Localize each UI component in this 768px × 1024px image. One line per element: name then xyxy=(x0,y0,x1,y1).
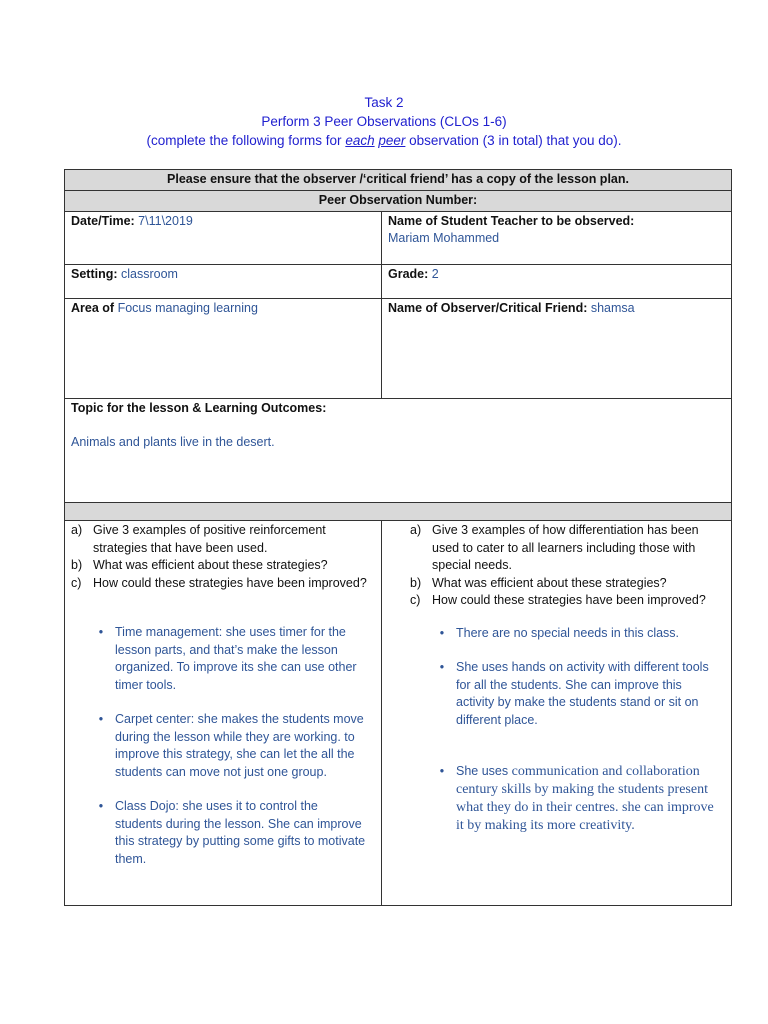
right-question-c: c) How could these strategies have been improved? xyxy=(410,593,706,607)
setting-value: classroom xyxy=(121,267,178,281)
right-answers xyxy=(388,625,725,836)
area-of-focus-value: Focus managing learning xyxy=(117,301,258,315)
right-answer-3: • She uses communication and collaboration century skills by making the students present what they do in their centres. she can improve it by making its more creativity. xyxy=(428,763,719,835)
area-of-focus-label: Area of xyxy=(71,301,115,315)
student-teacher-cell xyxy=(382,212,732,265)
setting-cell xyxy=(65,265,382,299)
left-answer-3: • Class Dojo: she uses it to control the students during the lesson. She can improve this strategy by putting some gifts to motivate them. xyxy=(87,798,367,868)
left-question-b: b) What was efficient about these strategies? xyxy=(71,558,328,572)
left-answer-2: • Carpet center: she makes the students move during the lesson while they are working. to improve this strategy, she can let the all the students can move not just one group. xyxy=(87,711,367,781)
observation-form xyxy=(64,169,732,906)
student-teacher-label: Name of Student Teacher to be observed: xyxy=(388,214,635,228)
separator-row xyxy=(65,503,732,521)
differentiation-cell xyxy=(382,521,732,906)
topic-value: Animals and plants live in the desert. xyxy=(71,435,275,449)
date-time-label: Date/Time: xyxy=(71,214,135,228)
title-line-3-pre: (complete the following forms for xyxy=(146,133,346,148)
bullet-icon: • xyxy=(439,764,445,778)
topic-label: Topic for the lesson & Learning Outcomes: xyxy=(71,401,327,415)
title-peer: peer xyxy=(378,133,406,148)
title-line-1: Task 2 xyxy=(364,95,404,110)
setting-label: Setting: xyxy=(71,267,118,281)
positive-reinforcement-cell xyxy=(65,521,382,906)
left-answer-1: • Time management: she uses timer for the lesson parts, and that’s make the lesson organized. To improve its she can use other timer tools. xyxy=(87,624,367,694)
date-time-cell xyxy=(65,212,382,265)
right-question-a: a) Give 3 examples of how differentiation has been used to cater to all learners including those with special needs. xyxy=(410,523,699,572)
right-answer-1: • There are no special needs in this class. xyxy=(428,625,719,643)
observer-cell xyxy=(382,299,732,399)
right-questions xyxy=(388,522,725,610)
left-answers xyxy=(71,624,375,868)
right-question-b: b) What was efficient about these strategies? xyxy=(410,575,667,590)
title-line-3-post: observation (3 in total) that you do). xyxy=(405,133,622,148)
bullet-icon: • xyxy=(439,660,445,674)
grade-label: Grade: xyxy=(388,267,429,281)
title-line-3 xyxy=(0,132,768,150)
grade-cell xyxy=(382,265,732,299)
left-question-a: a) Give 3 examples of positive reinforcement strategies that have been used. xyxy=(71,523,326,555)
left-question-c: c) How could these strategies have been improved? xyxy=(71,575,367,590)
area-of-focus-cell xyxy=(65,299,382,399)
observer-value: shamsa xyxy=(590,301,635,315)
topic-cell xyxy=(65,399,732,503)
title-each: each xyxy=(345,133,375,148)
bullet-icon: • xyxy=(98,712,104,726)
left-questions xyxy=(71,522,375,592)
peer-observation-number-label: Peer Observation Number: xyxy=(65,191,732,212)
bullet-icon: • xyxy=(98,799,104,813)
title-line-2: Perform 3 Peer Observations (CLOs 1-6) xyxy=(261,114,507,129)
grade-value: 2 xyxy=(431,267,439,281)
right-answer-2: • She uses hands on activity with different tools for all the students. She can improve this activity by make the students stand or sit on different place. xyxy=(428,659,719,729)
student-teacher-value: Mariam Mohammed xyxy=(388,231,500,245)
bullet-icon: • xyxy=(98,625,104,639)
lesson-plan-notice: Please ensure that the observer /‘critical friend’ has a copy of the lesson plan. xyxy=(65,170,732,191)
observer-label: Name of Observer/Critical Friend: xyxy=(388,301,588,315)
date-time-value: 7\11\2019 xyxy=(138,214,193,228)
bullet-icon: • xyxy=(439,625,445,640)
